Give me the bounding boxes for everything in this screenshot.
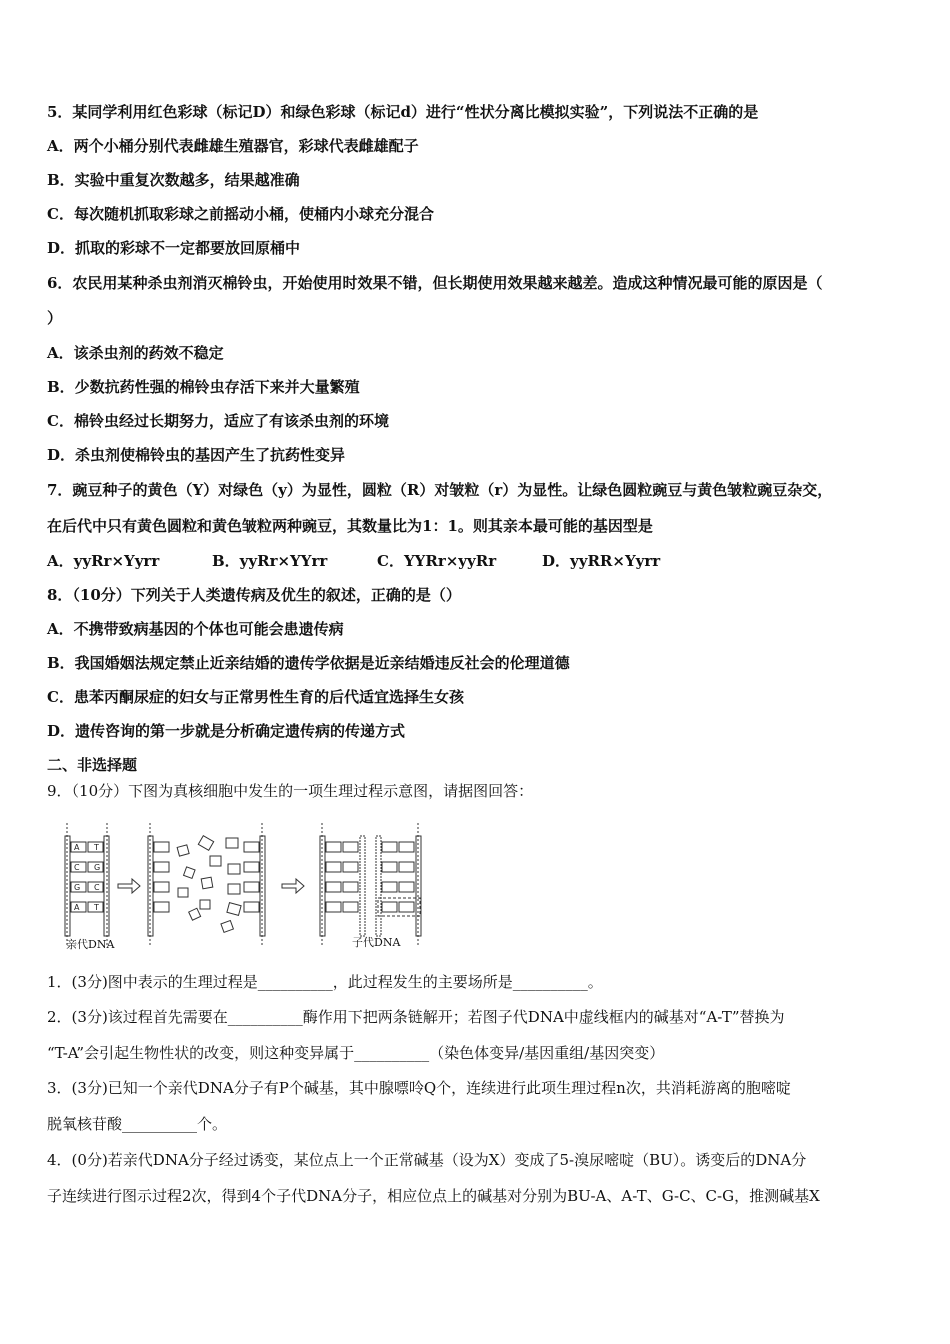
q7-option-d: D．yyRR×Yyrr: [542, 552, 661, 570]
q6-stem-cont: ）: [47, 309, 63, 327]
base-letter: G: [94, 863, 101, 872]
q6-option-a: A．该杀虫剂的药效不稳定: [47, 344, 224, 362]
q7-stem-cont: 在后代中只有黄色圆粒和黄色皱粒两种豌豆，其数量比为1：1。则其亲本最可能的基因型是: [47, 517, 653, 535]
section-heading: 二、非选择题: [47, 756, 138, 774]
q5-option-a: A．两个小桶分别代表雌雄生殖器官，彩球代表雌雄配子: [47, 137, 419, 155]
q5-option-b: B．实验中重复次数越多，结果越准确: [47, 171, 300, 189]
q6-option-b: B．少数抗药性强的棉铃虫存活下来并大量繁殖: [47, 378, 360, 396]
q7-stem: 7．豌豆种子的黄色（Y）对绿色（y）为显性，圆粒（R）对皱粒（r）为显性。让绿色圆粒豌豆与黄色皱粒豌豆杂交，: [47, 481, 833, 499]
parent-dna-label: 亲代DNA: [66, 938, 115, 951]
daughter-dna-label: 子代DNA: [352, 936, 401, 949]
arrow-1: [118, 879, 140, 893]
base-letter: G: [74, 883, 81, 892]
q9-sub2-cont: “T-A”会引起生物性状的改变，则这种变异属于__________（染色体变异/基因重组/基因突变）: [47, 1044, 665, 1062]
q7-options: [47, 551, 910, 571]
arrow-2: [282, 879, 304, 893]
q9-sub4-cont: 子连续进行图示过程2次，得到4个子代DNA分子，相应位点上的碱基对分别为BU-A、A-T、G-C、C-G，推测碱基X: [47, 1187, 820, 1205]
base-letter: C: [94, 883, 100, 892]
base-letter: C: [74, 863, 80, 872]
q9-stem: 9．（10分）下图为真核细胞中发生的一项生理过程示意图，请据图回答：: [47, 782, 534, 800]
q8-option-d: D．遗传咨询的第一步就是分析确定遗传病的传递方式: [47, 722, 406, 740]
base-letter: T: [94, 903, 99, 912]
q8-option-a: A．不携带致病基因的个体也可能会患遗传病: [47, 620, 344, 638]
q7-option-c: C．YYRr×yyRr: [377, 552, 497, 570]
daughter-dna-strands: [320, 823, 421, 946]
q9-sub3-cont: 脱氧核苷酸__________个。: [47, 1115, 228, 1133]
q9-sub1: 1．(3分)图中表示的生理过程是__________，此过程发生的主要场所是__________。: [47, 973, 603, 991]
q7-option-b: B．yyRr×YYrr: [212, 552, 328, 570]
q6-stem: 6．农民用某种杀虫剂消灭棉铃虫，开始使用时效果不错，但长期使用效果越来越差。造成这种情况最可能的原因是（: [47, 274, 823, 292]
q8-option-c: C．患苯丙酮尿症的妇女与正常男性生育的后代适宜选择生女孩: [47, 688, 464, 706]
dna-diagram: [60, 818, 440, 950]
unwinding-dna: [148, 823, 265, 946]
q9-sub4: 4．(0分)若亲代DNA分子经过诱变，某位点上一个正常碱基（设为X）变成了5-溴尿嘧啶（BU）。诱变后的DNA分: [47, 1151, 807, 1169]
base-letter: T: [94, 843, 99, 852]
q8-stem: 8．（10分）下列关于人类遗传病及优生的叙述，正确的是（）: [47, 586, 461, 604]
dna-replication-figure: [60, 818, 440, 950]
q6-option-c: C．棉铃虫经过长期努力，适应了有该杀虫剂的环境: [47, 412, 389, 430]
parent-dna-strands: [65, 823, 109, 946]
base-letter: A: [74, 843, 80, 852]
q5-stem: 5．某同学利用红色彩球（标记D）和绿色彩球（标记d）进行“性状分离比模拟实验”，下列说法不正确的是: [47, 103, 759, 121]
base-letter: A: [74, 903, 80, 912]
q5-option-c: C．每次随机抓取彩球之前摇动小桶，使桶内小球充分混合: [47, 205, 434, 223]
q8-option-b: B．我国婚姻法规定禁止近亲结婚的遗传学依据是近亲结婚违反社会的伦理道德: [47, 654, 570, 672]
q6-option-d: D．杀虫剂使棉铃虫的基因产生了抗药性变异: [47, 446, 346, 464]
q9-sub2: 2．(3分)该过程首先需要在__________酶作用下把两条链解开；若图子代DNA中虚线框内的碱基对“A-T”替换为: [47, 1008, 785, 1026]
q5-option-d: D．抓取的彩球不一定都要放回原桶中: [47, 239, 301, 257]
q7-option-a: A．yyRr×Yyrr: [47, 552, 160, 570]
q9-sub3: 3．(3分)已知一个亲代DNA分子有P个碱基，其中腺嘌呤Q个，连续进行此项生理过程n次，共消耗游离的胞嘧啶: [47, 1079, 791, 1097]
